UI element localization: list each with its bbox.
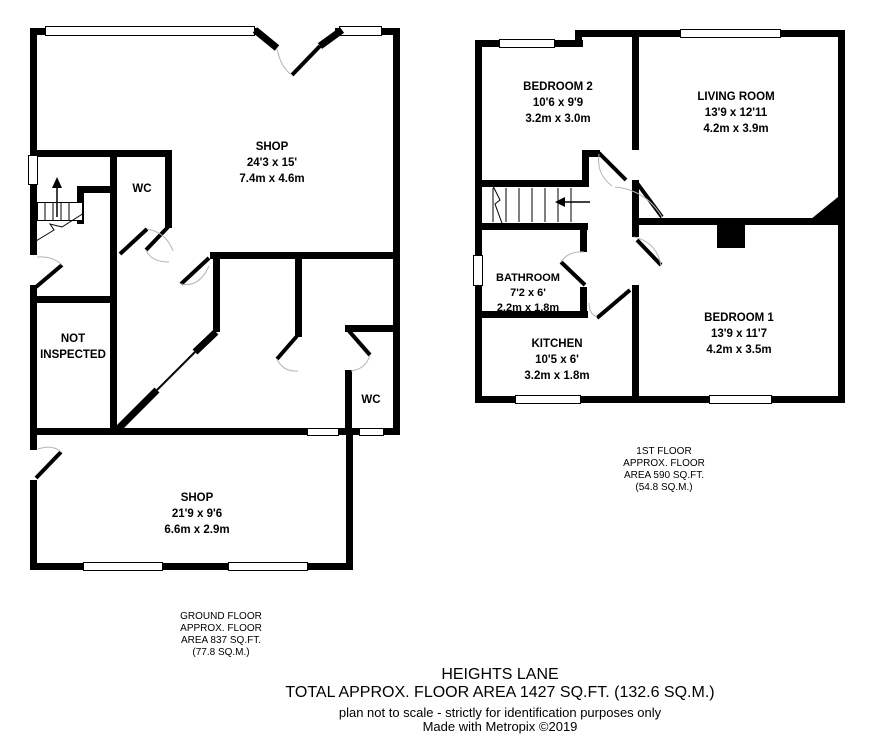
gf-backroom-door-arc [277, 359, 298, 371]
gf-wc2-door-leaf [349, 331, 370, 355]
gf-shop2-door-leaf [36, 452, 61, 478]
footer-total-area: TOTAL APPROX. FLOOR AREA 1427 SQ.FT. (132.6 SQ.M.) [285, 684, 715, 701]
caption-line: AREA 590 SQ.FT. [623, 470, 705, 481]
room-dims-m: 6.6m x 2.9m [164, 524, 230, 536]
ff-stairs-left-arrow-icon [555, 197, 565, 207]
gf-backroom-door-leaf [277, 336, 297, 359]
room-label-bedroom1 [704, 310, 774, 358]
room-name: BEDROOM 1 [704, 312, 774, 324]
ff-kitchen-door-leaf [597, 290, 630, 318]
room-label-wc-top [132, 181, 151, 197]
room-dims-m: 4.2m x 3.5m [706, 344, 772, 356]
caption-line: APPROX. FLOOR [180, 623, 262, 634]
gf-top-door-leaf [292, 46, 320, 75]
ff-corner-triangle [805, 197, 838, 224]
footer-credit: Made with Metropix ©2019 [422, 719, 578, 734]
room-dims-m: 4.2m x 3.9m [703, 123, 769, 135]
caption-line: (54.8 SQ.M.) [635, 482, 693, 493]
gf-diagonal-wall-upper [195, 332, 216, 352]
room-label-wc-bottom [361, 392, 380, 408]
ff-stairs-break-line [492, 184, 503, 226]
gf-entrance-door-arc [37, 257, 62, 265]
gf-top-door-jamb-right [320, 30, 342, 46]
gf-hall-door-leaf-b [181, 258, 209, 284]
gf-entrance-door-leaf [36, 265, 62, 287]
ff-bathroom-door-leaf [561, 262, 585, 285]
gf-stairs-break-line [36, 213, 84, 241]
room-name: KITCHEN [531, 338, 583, 350]
room-name: LIVING ROOM [697, 91, 775, 103]
caption-line: AREA 837 SQ.FT. [180, 635, 262, 646]
room-label-shop-bottom [164, 490, 229, 538]
room-dims-m: 2.2m x 1.8m [496, 302, 560, 314]
ff-bathroom-door-arc [561, 252, 584, 262]
gf-caption [180, 611, 262, 659]
room-name: WC [361, 394, 381, 406]
room-name: INSPECTED [40, 349, 106, 361]
room-dims-ft: 13'9 x 11'7 [711, 328, 767, 340]
room-name: BATHROOM [496, 272, 560, 284]
room-name: NOT [60, 333, 86, 345]
room-label-not-inspected [40, 331, 106, 363]
room-name: BEDROOM 2 [523, 81, 593, 93]
ff-living-door-arc [615, 187, 662, 217]
caption-line: (77.8 SQ.M.) [192, 647, 250, 658]
caption-line: 1ST FLOOR [636, 446, 692, 457]
room-label-bathroom [496, 271, 560, 316]
room-label-shop-top [239, 139, 304, 187]
gf-wc1-door-arc [146, 250, 169, 262]
room-dims-m: 3.2m x 1.8m [524, 370, 590, 382]
room-dims-ft: 7'2 x 6' [510, 287, 546, 299]
room-name: SHOP [255, 141, 289, 153]
gf-stairs-up-arrow-icon [52, 177, 62, 188]
gf-wc2-door-arc [351, 355, 370, 371]
room-dims-ft: 10'6 x 9'9 [532, 97, 584, 109]
ff-kitchen-door-arc [589, 303, 597, 317]
room-dims-ft: 21'9 x 9'6 [171, 508, 223, 520]
gf-shop2-door-arc [38, 447, 61, 452]
room-name: SHOP [180, 492, 214, 504]
room-dims-ft: 10'5 x 6' [535, 354, 579, 366]
room-name: WC [132, 183, 152, 195]
gf-top-door-arc [277, 49, 292, 75]
room-label-kitchen [524, 336, 589, 384]
gf-hall-door-leaf-a [120, 229, 147, 254]
room-label-bedroom2 [523, 79, 593, 127]
gf-diagonal-door-line [157, 352, 195, 390]
room-dims-m: 3.2m x 3.0m [525, 113, 591, 125]
caption-line: APPROX. FLOOR [623, 458, 705, 469]
gf-diagonal-wall-lower [116, 390, 157, 431]
room-label-living-room [697, 89, 774, 137]
gf-top-door-jamb-left [255, 30, 277, 48]
ff-caption [623, 446, 705, 494]
footer-address: HEIGHTS LANE [441, 666, 559, 683]
room-dims-ft: 24'3 x 15' [246, 157, 298, 169]
caption-line: GROUND FLOOR [180, 611, 262, 622]
footer-disclaimer: plan not to scale - strictly for identification purposes only [338, 705, 662, 720]
room-dims-m: 7.4m x 4.6m [239, 173, 305, 185]
room-dims-ft: 13'9 x 12'11 [704, 107, 768, 119]
gf-wc1-door-leaf [146, 227, 168, 250]
